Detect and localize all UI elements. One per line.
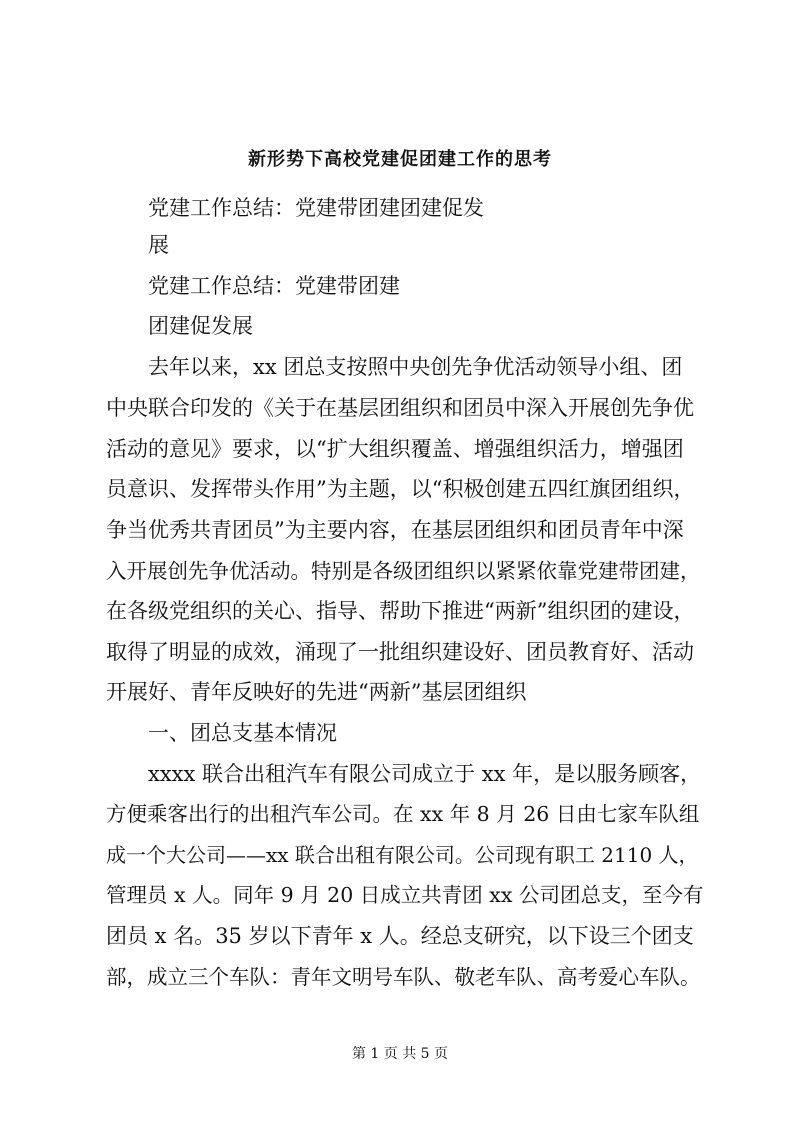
body-line-2: 展 [148, 233, 169, 257]
body-line-9: 争当优秀共青团员”为主要内容，在基层团组织和团员青年中深 [106, 518, 684, 542]
body-line-5: 去年以来，xx 团总支按照中央创先争优活动领导小组、团 [148, 355, 683, 379]
body-line-1: 党建工作总结：党建带团建团建促发 [148, 196, 484, 220]
page-title: 新形势下高校党建促团建工作的思考 [248, 149, 552, 170]
body-line-16: 方便乘客出行的出租汽车公司。在 xx 年 8 月 26 日由七家车队组 [106, 802, 700, 826]
body-line-15: xxxx 联合出租汽车有限公司成立于 xx 年，是以服务顾客， [148, 762, 702, 786]
body-line-19: 团员 x 名。35 岁以下青年 x 人。经总支研究，以下设三个团支 [106, 924, 694, 948]
body-line-12: 取得了明显的成效，涌现了一批组织建设好、团员教育好、活动 [106, 640, 694, 664]
body-line-13: 开展好、青年反映好的先进“两新”基层团组织 [106, 680, 527, 704]
body-line-7: 活动的意见》要求，以“扩大组织覆盖、增强组织活力，增强团 [106, 437, 684, 461]
body-line-18: 管理员 x 人。同年 9 月 20 日成立共青团 xx 公司团总支，至今有 [106, 883, 704, 907]
body-line-4: 团建促发展 [148, 314, 253, 338]
body-line-8: 员意识、发挥带头作用”为主题，以“积极创建五四红旗团组织， [106, 477, 695, 501]
body-line-3: 党建工作总结：党建带团建 [148, 274, 400, 298]
body-line-17: 成一个大公司——xx 联合出租有限公司。公司现有职工 2110 人， [106, 843, 699, 867]
body-line-11: 在各级党组织的关心、指导、帮助下推进“两新”组织团的建设， [106, 599, 695, 623]
body-line-20: 部，成立三个车队：青年文明号车队、敬老车队、高考爱心车队。 [106, 965, 701, 989]
body-line-6: 中央联合印发的《关于在基层团组织和团员中深入开展创先争优 [106, 396, 694, 420]
page-footer: 第 1 页 共 5 页 [351, 1046, 449, 1062]
section-heading: 一、团总支基本情况 [148, 721, 337, 745]
body-line-10: 入开展创先争优活动。特别是各级团组织以紧紧依靠党建带团建， [106, 559, 701, 583]
